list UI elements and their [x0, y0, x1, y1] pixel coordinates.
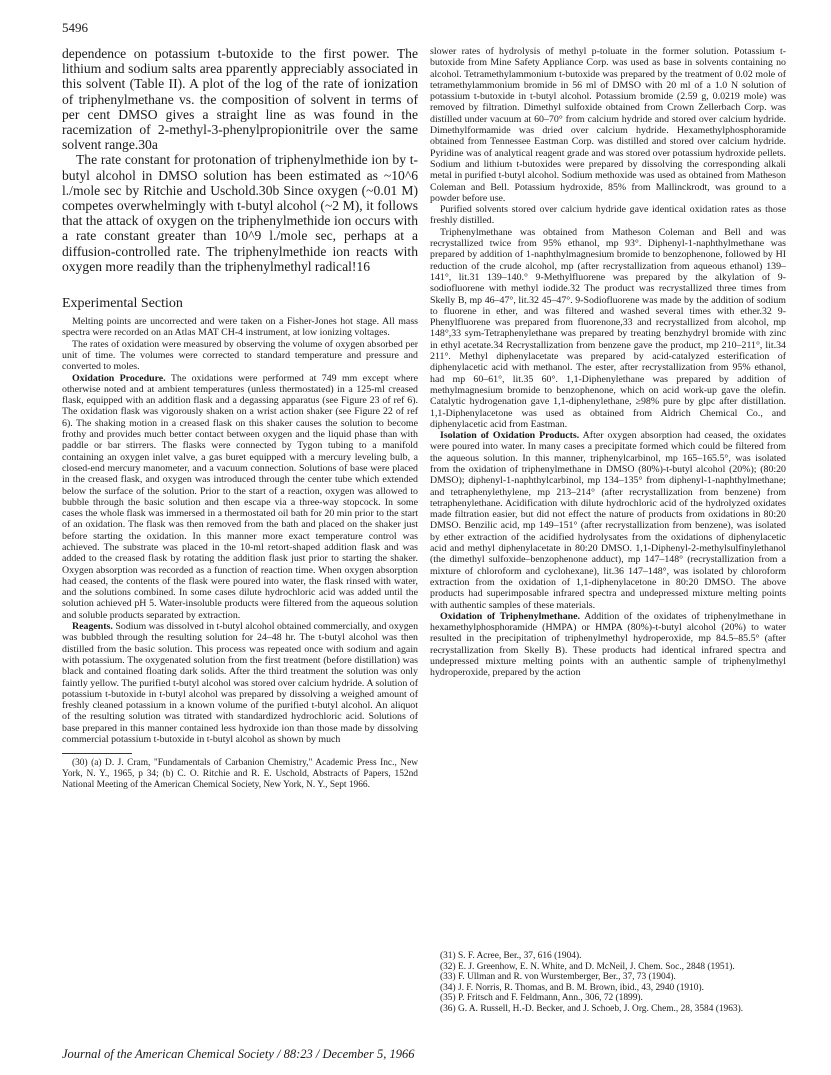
oxidation-triphenylmethane-heading: Oxidation of Triphenylmethane.: [440, 610, 580, 622]
intro-paragraph-2: The rate constant for protonation of triphenylmethide ion by t-butyl alcohol in DMSO solution has been estimated as ~10^6 l./mole sec by Ritchie and Uschold.30b Since oxygen (~0.01 M) competes overwhelmingly with t-butyl alcohol (~2 M), it follows that the attack of oxygen on the triphenylmethide ion occurs with a rate constant greater than 10^9 l./mole sec, perhaps at a diffusion-controlled rate. The triphenylmethide ion reacts with oxygen more readily than the triphenylmethyl radical!16: [62, 152, 418, 274]
isolation-paragraph: [430, 430, 786, 611]
section-title: Experimental Section: [62, 296, 183, 312]
reference-list: [430, 951, 786, 1015]
experimental-paragraph-1: Melting points are uncorrected and were taken on a Fisher-Jones hot stage. All mass spectra were recorded on an Atlas MAT CH-4 instrument, at low ionizing voltages.: [62, 316, 418, 339]
page-number: 5496: [62, 20, 88, 35]
oxidation-procedure-text: The oxidations were performed at 749 mm except where otherwise noted and at ambient temperatures (unless thermostated) in a 125-ml creased flask, equipped with an addition flask and a degassing apparatus (see Figure 23 of ref 6). The oxidation flask was vigorously shaken on a wrist action shaker (see Figure 22 of ref 6). The shaking motion in a creased flask on this shaker causes the solution to become frothy and provides much better contact between oxygen and the liquid phase than with paddle or bar stirrers. The flasks were connected by Tygon tubing to a manifold containing an oxygen inlet valve, a gas buret equipped with a mercury leveling bulb, a closed-end mercury manometer, and a vacuum connection. Solutions of base were placed in the creased flask, and oxygen was introduced through the center tube which extended below the surface of the solution. Prior to the start of a reaction, oxygen was allowed to bubble through the basic solution and then escape via a three-way stopcock. In some cases the whole flask was immersed in a thermostated oil bath for 20 min prior to the start of an oxidation. The flask was then removed from the bath and placed on the shaker just before starting the oxidation. In this manner more exact temperature control was achieved. The substrate was placed in the 10-ml retort-shaped addition flask and was added to the creased flask by rotating the addition flask just prior to starting the shaker. Oxygen absorption was recorded as a function of reaction time. When oxygen absorption had ceased, the contents of the flask were poured into water, the flask rinsed with water, and the solutions combined. In some cases dilute hydrochloric acid was added until the solution achieved pH 5. Water-insoluble products were filtered from the aqueous solution and soluble products separated by extraction.: [62, 372, 419, 621]
reference-33: (33) F. Ullman and R. von Wurstemberger, Ber., 37, 73 (1904).: [440, 972, 676, 983]
reagents-text: Sodium was dissolved in t-butyl alcohol obtained commercially, and oxygen was bubbled through the resulting solution for 24–48 hr. The t-butyl alcohol was then distilled from the basic solution. This process was repeated once with sodium and again with potassium. The oxygenated solution from the first treatment (before distillation) was black and contained floating dark solids. After the third treatment the solution was only faintly yellow. The purified t-butyl alcohol was stored over calcium hydride. A solution of potassium t-butoxide in t-butyl alcohol was prepared by dissolving a weighed amount of freshly cleaned potassium in a known volume of the purified t-butyl alcohol. An aliquot of the resulting solution was titrated with standardized hydrochloric acid. Solutions of base prepared in this manner contained less hydroxide ion than those made by dissolving commercial potassium t-butoxide in t-butyl alcohol as shown by much: [62, 621, 419, 746]
footnote-30: (30) (a) D. J. Cram, "Fundamentals of Carbanion Chemistry," Academic Press Inc., New York, N. Y., 1965, p 34; (b) C. O. Ritchie and R. E. Uschold, Abstracts of Papers, 152nd National Meeting of the American Chemical Society, New York, N. Y., Sept 1966.: [62, 758, 418, 790]
solvents-paragraph: Purified solvents stored over calcium hydride gave identical oxidation rates as those freshly distilled.: [430, 204, 786, 227]
reagents-continued-paragraph: slower rates of hydrolysis of methyl p-toluate in the former solution. Potassium t-butoxide from Mine Safety Appliance Corp. was used as base in solvents containing no alcohol. Tetramethylammonium t-butoxide was prepared by the treatment of 0.02 mole of tetramethylammonium bromide in 56 ml of DMSO with 20 ml of a 1.0 N solution of potassium t-butoxide in t-butyl alcohol. Potassium bromide (2.59 g, 0.0219 mole) was removed by filtration. Dimethyl sulfoxide obtained from Crown Zellerbach Corp. was distilled under vacuum at 60–70° from calcium hydride and stored over calcium hydride. Dimethylformamide was dried over calcium hydride. Hexamethylphosphoramide obtained from Tennessee Eastman Corp. was distilled and stored over calcium hydride. Pyridine was of analytical reagent grade and was stored over potassium hydroxide pellets. Sodium and lithium t-butoxides were prepared by dissolving the corresponding alkali metal in purified t-butyl alcohol. Sodium methoxide was used as obtained from Matheson Coleman and Bell. Potassium hydroxide, 85% from Mallinckrodt, was ground to a powder before use.: [430, 46, 786, 204]
oxidation-procedure-heading: Oxidation Procedure.: [72, 372, 166, 384]
reagents-heading: Reagents.: [72, 621, 113, 633]
reference-34: (34) J. F. Norris, R. Thomas, and B. M. Brown, ibid., 43, 2940 (1910).: [440, 982, 704, 993]
reagents-paragraph: [62, 621, 418, 745]
reference-35: (35) P. Fritsch and F. Feldmann, Ann., 306, 72 (1899).: [440, 993, 643, 1004]
substrates-paragraph: Triphenylmethane was obtained from Matheson Coleman and Bell and was recrystallized twice from 95% ethanol, mp 93°. Diphenyl-1-naphthylmethane was prepared by addition of 1-naphthylmagnesium bromide to benzophenone, followed by HI reduction of the crude alcohol, mp (after recrystallization from aqueous ethanol) 139–141°, lit.31 139–140.° 9-Methylfluorene was prepared by the alkylation of 9-sodiofluorene with methyl iodide.32 The product was recrystallized three times from Skelly B, mp 46–47°, lit.32 45–47°. 9-Sodiofluorene was made by the addition of sodium to fluorene in ether, and was filtered and washed several times with ether.32 9-Phenylfluorene was prepared from fluorenone,33 and recrystallized from alcohol, mp 148°,33 sym-Tetraphenylethane was prepared by treating benzhydryl bromide with zinc in ethyl acetate.34 Recrystallization from benzene gave the product, mp 210–211°, lit.34 211°. Methyl diphenylacetate was prepared by acid-catalyzed esterification of diphenylacetic acid with methanol. The ester, after recrystallization from 95% ethanol, had mp 60–61°, lit.35 60°. 1,1-Diphenylethane was prepared by addition of methylmagnesium bromide to benzophenone, which on acid work-up gave the olefin. Catalytic hydrogenation gave 1,1-diphenylethane, ≥98% pure by glpc after distillation. 1,1-Diphenylacetone was used as obtained from Aldrich Chemical Co., and diphenylacetic acid from Eastman.: [430, 226, 786, 430]
left-column: [62, 46, 418, 791]
oxidation-triphenylmethane-text: Addition of the oxidates of triphenylmethane in hexamethylphosphoramide (HMPA) or HMPA (80%)-t-butyl alcohol (20%) to water resulted in the precipitation of triphenylmethyl hydroperoxide, mp 84.5–85.5° (after recrystallization from Skelly B). These products had identical infrared spectra and undepressed mixture melting points with an authentic sample of triphenylmethyl hydroperoxide, prepared by the action: [430, 610, 786, 679]
reference-31: (31) S. F. Acree, Ber., 37, 616 (1904).: [440, 951, 582, 961]
isolation-text: After oxygen absorption had ceased, the oxidates were poured into water. In many cases a precipitate formed which could be filtered from the aqueous solution. In this manner, triphenylcarbinol, mp 165–165.5°, was isolated from the oxidation of triphenylmethane in DMSO (80%)-t-butyl alcohol (20%); (80:20 DMSO); diphenyl-1-naphthylcarbinol, mp 134–135° from diphenyl-1-naphthylmethane; and tetraphenylethylene, mp 213–214° (after recrystallization from benzene) from tetraphenylethane. Acidification with dilute hydrochloric acid of the hydrolyzed oxidates made filtration easier, but did not effect the nature of products from oxidations in 80:20 DMSO. Benzilic acid, mp 149–151° (after recrystallization from benzene), was isolated by ether extraction of the acidified hydrolysates from the oxidations of diphenylacetic acid and methyl diphenylacetate in 80:20 DMSO. 1,1-Diphenyl-2-methylsulfinylethanol (the dimethyl sulfoxide–benzophenone adduct), mp 147–148° (recrystallization from a mixture of chloroform and cyclohexane), lit.36 147–148°, was isolated by chloroform extraction from the oxidation of 1,1-diphenylacetone in 80:20 DMSO. The above products had superimposable infrared spectra and undepressed mixture melting points with authentic samples of these materials.: [430, 430, 786, 611]
reference-36: (36) G. A. Russell, H.-D. Becker, and J. Schoeb, J. Org. Chem., 28, 3584 (1963).: [440, 1003, 744, 1014]
oxidation-triphenylmethane-paragraph: [430, 611, 786, 679]
footnote-divider: [62, 753, 132, 754]
reference-32: (32) E. J. Greenhow, E. N. White, and D. McNeil, J. Chem. Soc., 2848 (1951).: [440, 961, 735, 972]
oxidation-procedure-paragraph: [62, 373, 418, 622]
experimental-paragraph-2: The rates of oxidation were measured by observing the volume of oxygen absorbed per unit of time. The volumes were corrected to standard temperature and pressure and converted to moles.: [62, 338, 418, 373]
right-column: [430, 46, 786, 679]
running-footer: Journal of the American Chemical Society / 88:23 / December 5, 1966: [62, 1047, 415, 1061]
intro-paragraph-1: dependence on potassium t-butoxide to the first power. The lithium and sodium salts area pparently appreciably associated in this solvent (Table II). A plot of the log of the rate of ionization of triphenylmethane vs. the composition of solvent in terms of per cent DMSO gives a straight line as was found in the racemization of 2-methyl-3-phenylpropionitrile over the same solvent range.30a: [62, 46, 418, 153]
isolation-heading: Isolation of Oxidation Products.: [440, 430, 580, 442]
